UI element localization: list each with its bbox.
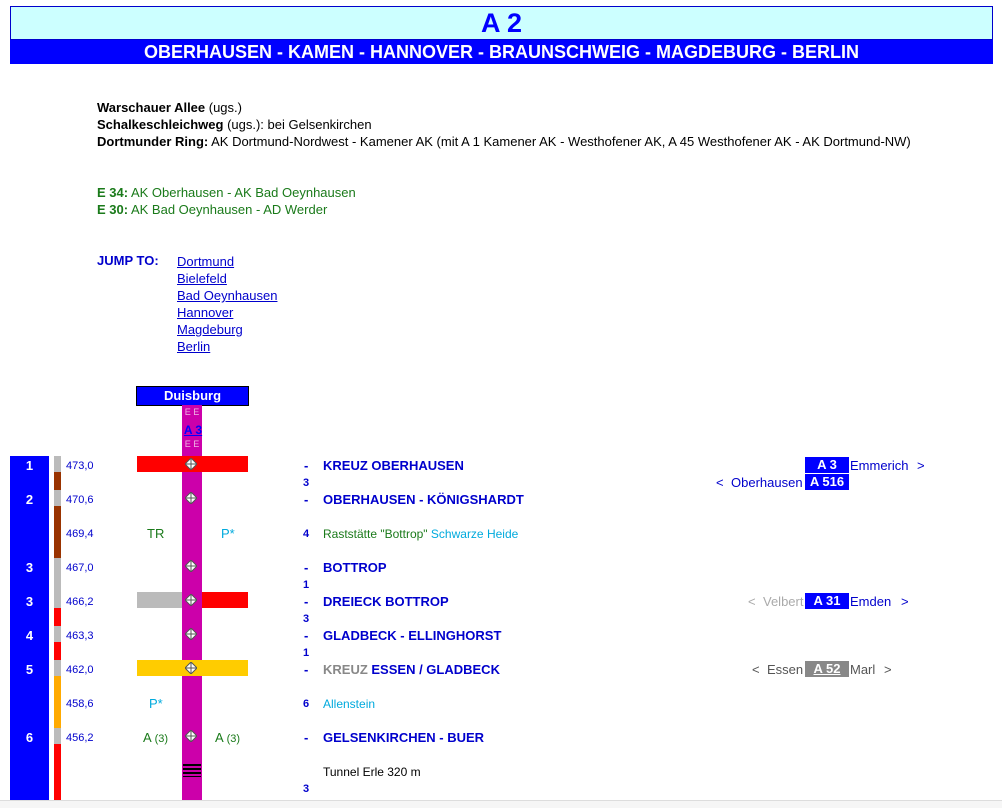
stripe <box>54 744 61 807</box>
junction-symbol-icon <box>185 560 197 572</box>
arrow-right: > <box>901 594 909 609</box>
lane-count: 1 <box>303 647 310 659</box>
junction-kreuz-oberhausen[interactable]: KREUZ OBERHAUSEN <box>323 458 464 473</box>
junction-symbol-icon <box>185 458 197 470</box>
km-marker: 462,0 <box>66 664 94 676</box>
exit-number: 3 <box>25 594 34 609</box>
stripe <box>54 676 61 728</box>
junction-dreieck-bottrop[interactable]: DREIECK BOTTROP <box>323 594 449 609</box>
service-left: P* <box>149 696 163 711</box>
junction-symbol-icon <box>185 492 197 504</box>
km-marker: 458,6 <box>66 698 94 710</box>
junction-bottrop[interactable]: BOTTROP <box>323 560 387 575</box>
connection-a3[interactable]: A 3 <box>805 457 849 473</box>
jump-link-magdeburg[interactable]: Magdeburg <box>177 322 243 337</box>
lane-count: 4 <box>303 528 310 540</box>
nickname-1: Warschauer Allee (ugs.) <box>97 100 242 115</box>
exit-number: 2 <box>25 492 34 507</box>
stripe <box>54 472 61 490</box>
road-letters-2: E E <box>184 439 200 449</box>
destination-duisburg: Duisburg <box>136 386 249 406</box>
stripe <box>54 660 61 676</box>
service-left: A (3) <box>143 730 169 745</box>
jump-link-berlin[interactable]: Berlin <box>177 339 211 354</box>
connection-velbert[interactable]: Velbert <box>763 594 804 609</box>
jump-label: JUMP TO: <box>97 253 159 268</box>
km-marker: 473,0 <box>66 460 94 472</box>
jump-link-hannover[interactable]: Hannover <box>177 305 234 320</box>
connection-a31[interactable]: A 31 <box>805 593 849 609</box>
eroute-1: E 34: AK Oberhausen - AK Bad Oeynhausen <box>97 185 356 200</box>
page-title: A 2 <box>10 6 993 40</box>
connection-oberhausen[interactable]: Oberhausen <box>731 475 803 490</box>
stripe <box>54 608 61 626</box>
connection-a52[interactable]: A 52 <box>805 661 849 677</box>
jump-link-bad-oeynhausen[interactable]: Bad Oeynhausen <box>177 288 278 303</box>
lane-count: 3 <box>303 613 310 625</box>
connection-marl[interactable]: Marl <box>850 662 876 677</box>
arrow-left: < <box>748 594 756 609</box>
dash: - <box>304 730 309 745</box>
exit-number: 1 <box>25 458 34 473</box>
arrow-left: < <box>752 662 760 677</box>
dash: - <box>304 458 309 473</box>
service-right: P* <box>221 526 235 541</box>
connection-emden[interactable]: Emden <box>850 594 892 609</box>
lane-count: 6 <box>303 698 310 710</box>
a3-link[interactable]: A 3 <box>183 423 203 437</box>
nickname-3: Dortmunder Ring: AK Dortmund-Nordwest - Kamener AK (mit A 1 Kamener AK - Westhofener AK, A 45 Westhofener AK - AK Dortmund-NW) <box>97 134 911 149</box>
route-bar: OBERHAUSEN - KAMEN - HANNOVER - BRAUNSCHWEIG - MAGDEBURG - BERLIN <box>10 40 993 64</box>
km-marker: 467,0 <box>66 562 94 574</box>
junction-bar <box>137 592 182 608</box>
km-marker: 466,2 <box>66 596 94 608</box>
dash: - <box>304 662 309 677</box>
connection-emmerich[interactable]: Emmerich <box>850 458 909 473</box>
connection-a516[interactable]: A 516 <box>805 474 849 490</box>
km-marker: 469,4 <box>66 528 94 540</box>
exit-number: 5 <box>25 662 34 677</box>
stripe <box>54 728 61 744</box>
exit-number: 4 <box>25 628 34 643</box>
junction-bar <box>202 592 248 608</box>
dash: - <box>304 492 309 507</box>
arrow-left: < <box>716 475 724 490</box>
junction-symbol-icon <box>185 730 197 742</box>
stripe <box>54 490 61 506</box>
lane-count: 3 <box>303 477 310 489</box>
jump-link-bielefeld[interactable]: Bielefeld <box>177 271 227 286</box>
dash: - <box>304 628 309 643</box>
junction-kreuz-essen-gladbeck[interactable]: KREUZ ESSEN / GLADBECK <box>323 662 500 677</box>
stripe <box>54 506 61 558</box>
parking-allenstein: Allenstein <box>323 697 376 711</box>
jump-link-dortmund[interactable]: Dortmund <box>177 254 235 269</box>
junction-symbol-icon <box>185 662 197 674</box>
rest-area-bottrop: Raststätte "Bottrop" Schwarze Heide <box>323 527 519 541</box>
stripe <box>54 626 61 642</box>
connection-essen[interactable]: Essen <box>767 662 804 677</box>
km-marker: 456,2 <box>66 732 94 744</box>
junction-gladbeck-ellinghorst[interactable]: GLADBECK - ELLINGHORST <box>323 628 502 643</box>
junction-gelsenkirchen-buer[interactable]: GELSENKIRCHEN - BUER <box>323 730 485 745</box>
road-letters: E E <box>184 407 200 417</box>
eroute-2: E 30: AK Bad Oeynhausen - AD Werder <box>97 202 328 217</box>
service-left: TR <box>147 526 165 541</box>
junction-oberhausen-koenigshardt[interactable]: OBERHAUSEN - KÖNIGSHARDT <box>323 492 524 507</box>
nickname-2: Schalkeschleichweg (ugs.): bei Gelsenkirchen <box>97 117 372 132</box>
dash: - <box>304 560 309 575</box>
stripe <box>54 558 61 608</box>
junction-symbol-icon <box>185 628 197 640</box>
km-marker: 463,3 <box>66 630 94 642</box>
arrow-right: > <box>884 662 892 677</box>
tunnel-erle: Tunnel Erle 320 m <box>323 765 421 779</box>
lane-count: 1 <box>303 579 310 591</box>
service-right: A (3) <box>215 730 241 745</box>
dash: - <box>304 594 309 609</box>
stripe <box>54 456 61 472</box>
stripe <box>54 642 61 660</box>
tunnel-icon <box>183 763 201 777</box>
km-marker: 470,6 <box>66 494 94 506</box>
junction-symbol-icon <box>185 594 197 606</box>
arrow-right: > <box>917 458 925 473</box>
lane-count: 3 <box>303 783 310 795</box>
exit-number: 3 <box>25 560 34 575</box>
exit-number: 6 <box>25 730 34 745</box>
